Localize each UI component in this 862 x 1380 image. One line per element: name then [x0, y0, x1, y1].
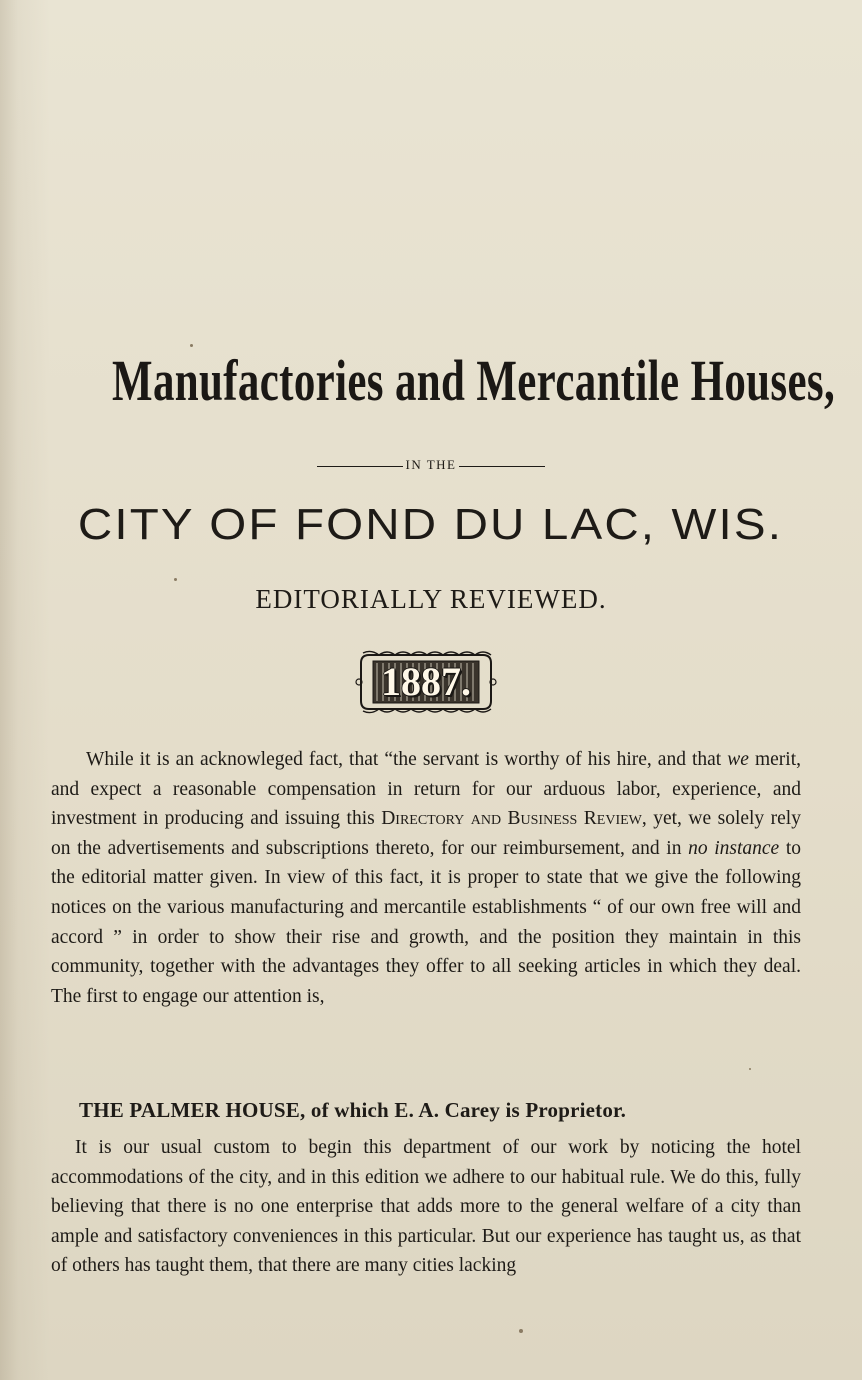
palmer-house-paragraph	[51, 1133, 801, 1281]
para1-text-1: While it is an acknowleged fact, that “the servant is worthy of his hire, and that	[86, 749, 728, 770]
city-text: CITY OF FOND DU LAC, WIS.	[78, 500, 784, 549]
paper-speck	[519, 1329, 523, 1333]
directory-title: Directory and Business Review	[381, 808, 642, 830]
section-heading: THE PALMER HOUSE, of which E. A. Carey is Proprietor.	[79, 1098, 627, 1122]
left-rule	[317, 466, 403, 467]
paper-speck	[749, 1068, 751, 1070]
page-title: Manufactories and Mercantile Houses,	[112, 348, 836, 413]
in-the-line	[0, 455, 862, 475]
para1-text-4: to the editorial matter given. In view of this fact, it is proper to state that we give the following notices on the various manufacturing and mercantile establishments “ of our own free will and accord ” in order to show their rise and growth, and the position they maintain in this community, together with the advantages they offer to all seeking articles in which they deal. The first to engage our attention is,	[51, 837, 802, 1007]
in-the-text: IN THE	[405, 457, 457, 472]
para1-emphasis-we: we	[727, 749, 749, 770]
year-cartouche	[355, 649, 497, 715]
para1-text-3: , yet, we solely rely on the advertisements and subscriptions thereto, for our reimbursement, and in	[51, 808, 801, 859]
intro-paragraph	[51, 745, 801, 1011]
year-label: 1887.	[381, 659, 471, 704]
para2-text: It is our usual custom to begin this department of our work by noticing the hotel accommodations of the city, and in this edition we adhere to our habitual rule. We do this, fully believing that there is no one enterprise that adds more to the general welfare of a city than ample and satisfactory conveniences in this particular. But our experience has taught us, as that of others has taught them, that there are many cities lacking	[51, 1137, 801, 1277]
para1-emphasis-no-instance: no instance	[688, 837, 780, 859]
right-rule	[459, 466, 545, 467]
city-heading	[0, 499, 862, 551]
para1-text-2: merit, and expect a reasonable compensation in return for our arduous labor, experience, and investment in producing and issuing this	[51, 749, 801, 830]
subtitle: EDITORIALLY REVIEWED.	[255, 584, 607, 614]
paper-speck	[174, 578, 177, 581]
